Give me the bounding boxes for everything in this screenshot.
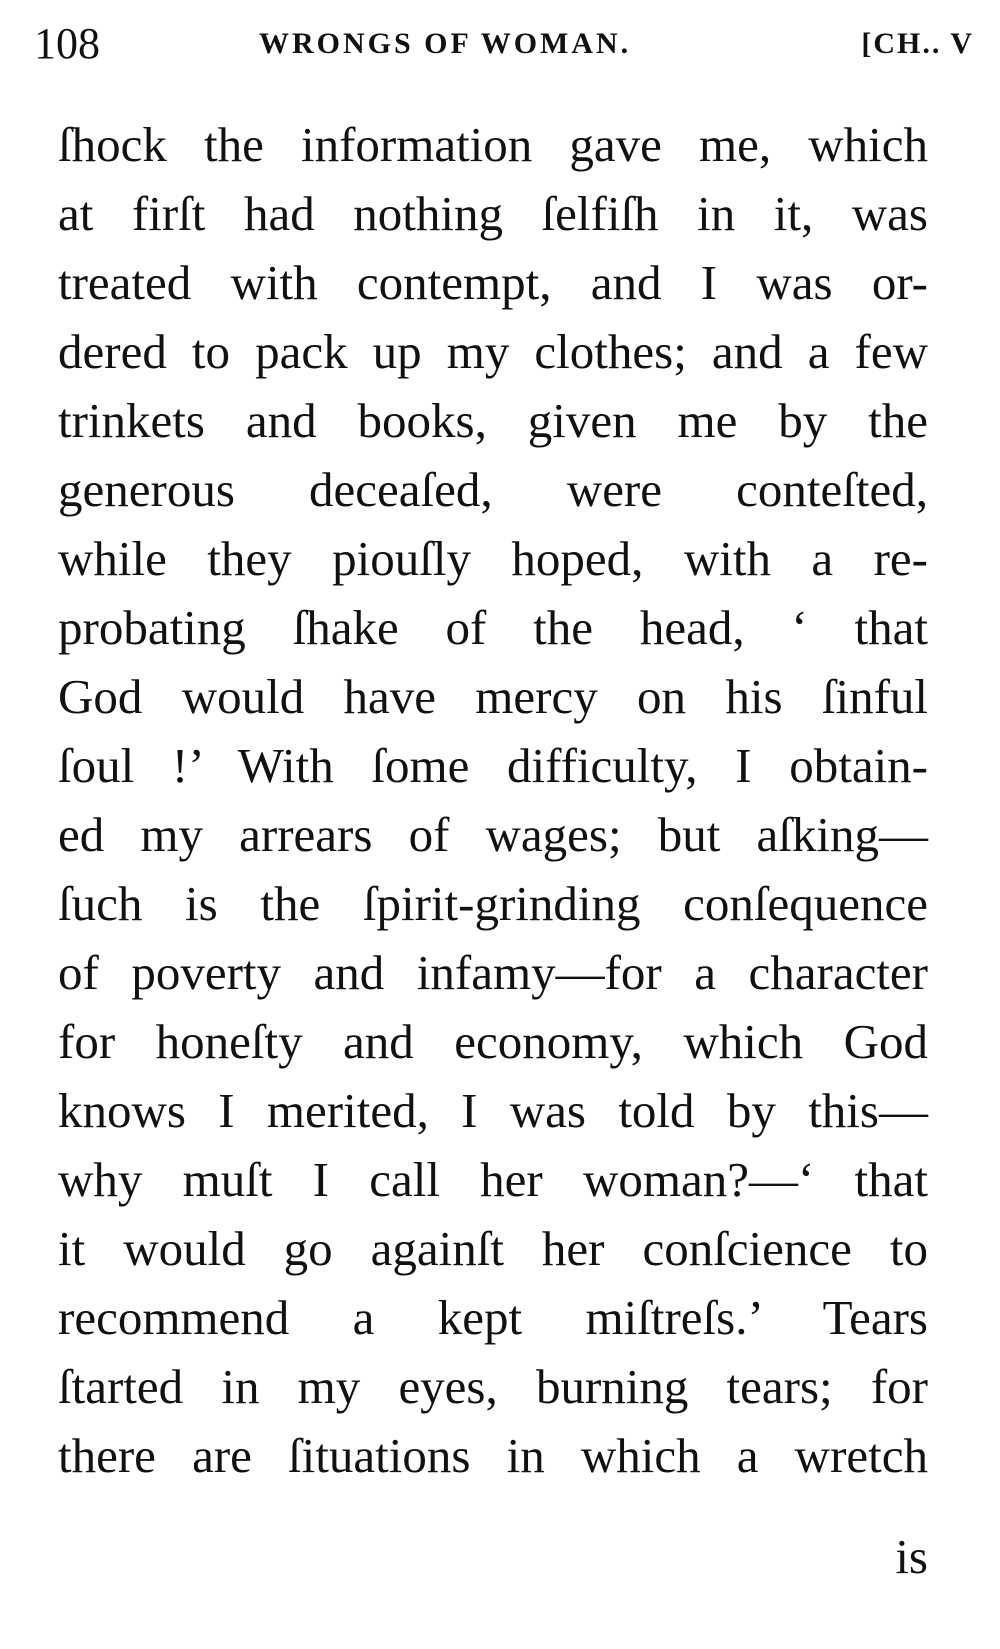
text-line: ed my arrears of wages; but aſking— <box>58 807 928 862</box>
text-line: ſoul !’ With ſome difficulty, I obtain- <box>58 738 928 793</box>
running-head <box>34 14 974 74</box>
text-line: for honeſty and economy, which God <box>58 1014 928 1069</box>
text-line: God would have mercy on his ſinful <box>58 669 928 724</box>
text-line: recommend a kept miſtreſs.’ Tears <box>58 1290 928 1345</box>
chapter-reference: [CH.. V <box>861 27 974 60</box>
text-line: while they piouſly hoped, with a re- <box>58 531 928 586</box>
text-line: there are ſituations in which a wretch <box>58 1428 928 1483</box>
text-line: trinkets and books, given me by the <box>58 393 928 448</box>
text-line: ſuch is the ſpirit-grinding conſequence <box>58 876 928 931</box>
running-title: WRONGS OF WOMAN. <box>259 27 632 60</box>
text-line: it would go againſt her conſcience to <box>58 1221 928 1276</box>
text-line: treated with contempt, and I was or- <box>58 255 928 310</box>
body-text <box>58 110 928 1490</box>
page-number: 108 <box>34 19 100 68</box>
text-line: ſhock the information gave me, which <box>58 117 928 172</box>
text-line: of poverty and infamy—for a character <box>58 945 928 1000</box>
text-line: dered to pack up my clothes; and a few <box>58 324 928 379</box>
text-line: knows I merited, I was told by this— <box>58 1083 928 1138</box>
text-line: probating ſhake of the head, ‘ that <box>58 600 928 655</box>
text-line: why muſt I call her woman?—‘ that <box>58 1152 928 1207</box>
text-line: ſtarted in my eyes, burning tears; for <box>58 1359 928 1414</box>
text-line: at firſt had nothing ſelfiſh in it, was <box>58 186 928 241</box>
text-line: generous deceaſed, were conteſted, <box>58 462 928 517</box>
catchword: is <box>895 1529 928 1584</box>
